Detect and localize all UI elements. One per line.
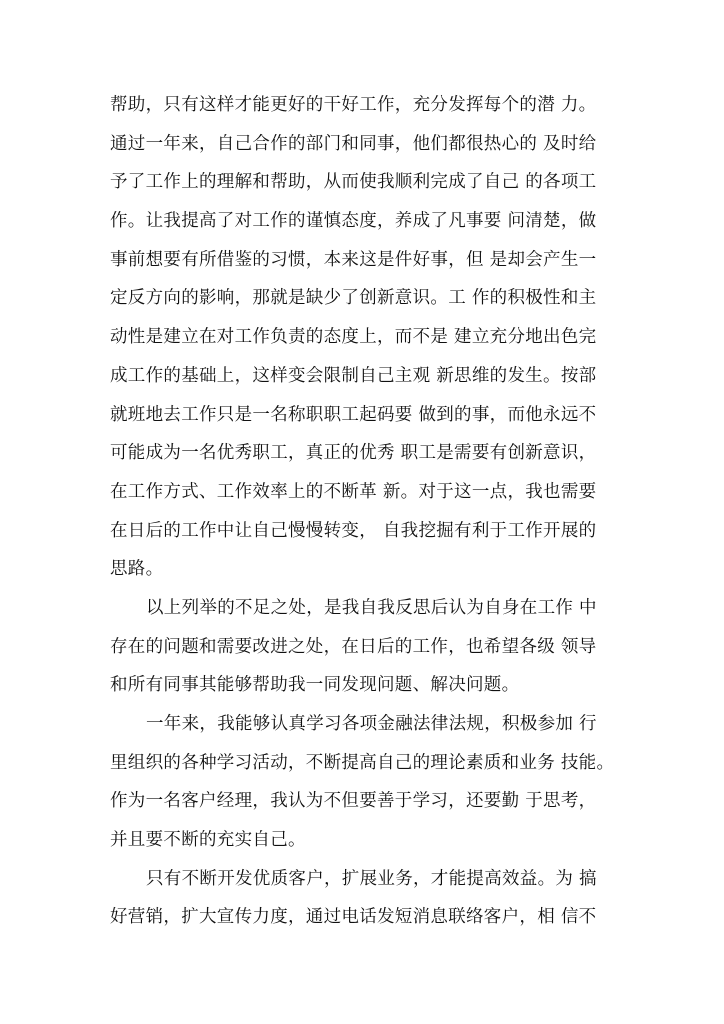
text-line: 作。让我提高了对工作的谨慎态度，养成了凡事要 问清楚，做 [110, 211, 597, 232]
text-line: 成工作的基础上，这样变会限制自己主观 新思维的发生。按部 [110, 365, 597, 386]
text-line: 只有不断开发优质客户，扩展业务，才能提高效益。为 搞 [146, 868, 597, 889]
text-line: 作为一名客户经理，我认为不但要善于学习，还要勤 于思考， [110, 791, 597, 812]
text-line: 好营销，扩大宣传力度，通过电话发短消息联络客户，相 信不 [110, 907, 597, 928]
document-body [110, 86, 620, 937]
text-line: 一年来，我能够认真学习各项金融法律法规，积极参加 行 [146, 714, 597, 734]
text-line: 动性是建立在对工作负责的态度上，而不是 建立充分地出色完 [110, 327, 597, 348]
text-line: 思路。 [110, 559, 164, 580]
text-line: 以上列举的不足之处，是我自我反思后认为自身在工作 中 [146, 597, 597, 618]
text-line: 存在的问题和需要改进之处，在日后的工作，也希望各级 领导 [110, 636, 597, 657]
text-line: 在日后的工作中让自己慢慢转变， 自我挖掘有利于工作开展的 [110, 520, 597, 541]
text-line: 在工作方式、工作效率上的不断革 新。对于这一点，我也需要 [110, 481, 597, 502]
text-line: 可能成为一名优秀职工，真正的优秀 职工是需要有创新意识， [110, 443, 597, 464]
text-line: 和所有同事其能够帮助我一同发现问题、解决问题。 [110, 675, 520, 696]
text-line: 事前想要有所借鉴的习惯，本来这是件好事，但 是却会产生一 [110, 249, 597, 270]
text-line: 里组织的各种学习活动，不断提高自己的理论素质和业务 技能。 [110, 752, 615, 773]
text-line: 予了工作上的理解和帮助，从而使我顺利完成了自己 的各项工 [110, 172, 597, 193]
text-line: 就班地去工作只是一名称职职工起码要 做到的事，而他永远不 [110, 404, 597, 425]
text-line: 定反方向的影响，那就是缺少了创新意识。工 作的积极性和主 [110, 288, 597, 309]
text-line: 帮助，只有这样才能更好的干好工作，充分发挥每个的潜 力。 [110, 95, 597, 115]
text-line: 通过一年来，自己合作的部门和同事，他们都很热心的 及时给 [110, 133, 597, 154]
text-line: 并且要不断的充实自己。 [110, 830, 306, 851]
